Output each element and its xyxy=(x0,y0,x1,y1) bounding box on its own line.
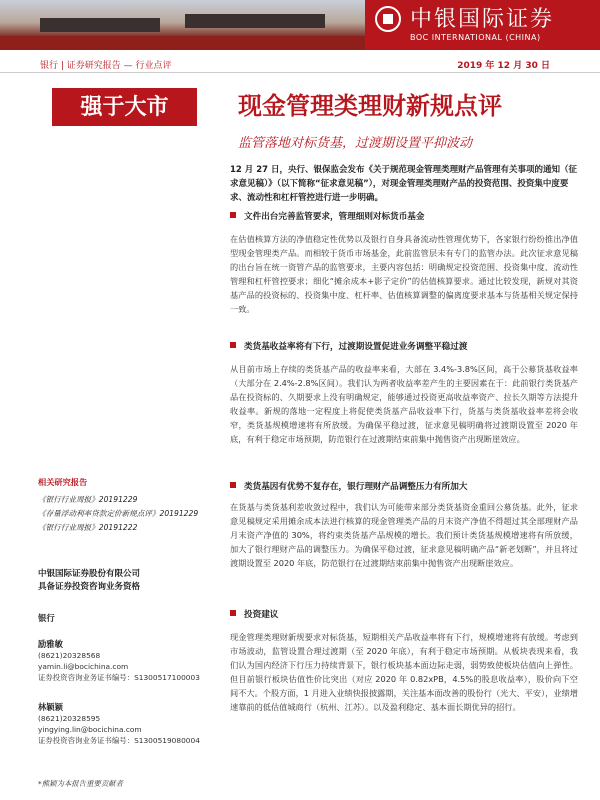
section-body: 从目前市场上存续的类货基产品的收益率来看，大部在 3.4%-3.8%区间，高于公募货基收益率（大部分在 2.4%-2.8%区间）。我们认为两者收益率差产生的主要因素在于：此前银行类货基产品在投资标的、久期要求上没有明确规定，能够通过投资更高收益率资产、拉长久期等方法提升收益率。新规的落地一定程度上将促使类货基产品收益率下行，货基与类货基收益率差将会收窄，类货基规模增速将有所放缓。为确保平稳过渡，征求意见稿明确将过渡期设置至 2020 年底，有利于稳定市场预期，防范银行在过渡期结束前集中抛售资产出现断崖效应。 xyxy=(230,364,578,444)
analyst-name: 励雅敏 xyxy=(38,639,63,649)
logo-en: BOC INTERNATIONAL (CHINA) xyxy=(410,33,541,42)
analyst-phone: (8621)20328568 xyxy=(38,651,101,660)
section-heading: 类货基因有优势不复存在，银行理财产品调整压力有所加大 xyxy=(230,480,467,492)
analyst-block xyxy=(38,612,218,746)
banner-roof xyxy=(185,14,325,28)
related-reports xyxy=(38,477,218,536)
section-body: 在货基与类货基利差收敛过程中，我们认为可能带来部分类货基资金重回公募货基。此外，征求意见稿规定采用摊余成本法进行核算的现金管理类产品的月末资产净值不得超过其全部理财产品月末资产净值的 30%，将约束类货基产品规模的增长。我们预计类货基规模增速将有所放缓，加大了银行理财产品的调整压力。为确保平稳过渡，征求意见稿明确产品“新老划断”，并且将过渡期设置至 2020 年底，防范银行在过渡期结束前集中抛售资产出现断崖效应。 xyxy=(230,502,578,568)
analyst-cert: 证券投资咨询业务证书编号：S1300517100003 xyxy=(38,673,200,682)
lead-paragraph: 12 月 27 日，央行、银保监会发布《关于规范现金管理类理财产品管理有关事项的通知（征求意见稿）》（以下简称“征求意见稿”），对现金管理类理财产品的投资范围、投资集中度要求、流动性和杠杆管控进行进一步明确。 xyxy=(230,165,578,203)
analyst-cert: 证券投资咨询业务证书编号：S1300519080004 xyxy=(38,736,200,745)
report-date: 2019 年 12 月 30 日 xyxy=(457,61,550,71)
related-item[interactable]: 《银行行业周报》20191229 xyxy=(38,495,138,504)
section-body: 在估值核算方法的净值稳定性优势以及银行自身具备流动性管理优势下，各家银行纷纷推出净值型现金管理类产品。而相较于货币市场基金，此前监管层未有专门的监管办法。此次征求意见稿的出台旨在统一资管产品的监管要求，主要内容包括：明确规定投资范围、投资集中度、流动性管理和杠杆管控要求；细化“摊余成本+影子定价”的估值核算要求。通过比较发现，新规对其资基产品的投资标的、投资集中度、杠杆率、估值核算调整的偏离度要求基本与货基相关规定保持一致。 xyxy=(230,234,578,314)
breadcrumb: 银行 | 证券研究报告 — 行业点评 xyxy=(40,61,172,71)
section-heading: 文件出台完善监管要求，管理细则对标货币基金 xyxy=(230,210,424,222)
section-heading: 投资建议 xyxy=(230,608,278,620)
related-item[interactable]: 《银行行业周报》20191222 xyxy=(38,523,138,532)
report-title: 现金管理类理财新规点评 xyxy=(238,91,502,120)
company-qualification: 具备证券投资咨询业务资格 xyxy=(38,582,141,592)
related-title: 相关研究报告 xyxy=(38,477,88,487)
analyst-phone: (8621)20328595 xyxy=(38,714,101,723)
report-subtitle: 监管落地对标货基，过渡期设置平抑波动 xyxy=(238,136,473,151)
company-name: 中银国际证券股份有限公司 xyxy=(38,569,141,579)
banner-wall xyxy=(0,36,420,50)
footnote: *熊颖为本报告重要贡献者 xyxy=(38,779,123,788)
bullet-square-icon xyxy=(230,482,236,488)
section-body: 现金管理类理财新规要求对标货基，短期相关产品收益率将有下行，规模增速将有放缓。考虑到市场波动，监管设置合理过渡期（至 2020 年底），有利于稳定市场预期。从板块表现来看，我们认为国内经济下行压力持续背景下，银行板块基本面边际走弱，弱势致使板块估值向上弹性。但目前银行板块估值性价比突出（对应 2020 年 0.82xPB，4.5%的股息收益率），股价向下空间不大。个股方面，1 月进入业绩快报披露期，关注基本面改善的股份行（光大、平安），业绩增速靠前的低估值城商行（杭州、江苏）。以及盈利稳定、基本面长期优异的招行。 xyxy=(230,632,578,712)
rating-badge: 强于大市 xyxy=(52,88,197,126)
sector-label: 银行 xyxy=(38,613,55,623)
header-banner xyxy=(0,0,600,50)
analyst-email[interactable]: yamin.li@bocichina.com xyxy=(38,662,129,671)
related-item[interactable]: 《存量浮动利率贷款定价新规点评》20191229 xyxy=(38,509,199,518)
bullet-square-icon xyxy=(230,342,236,348)
bullet-square-icon xyxy=(230,212,236,218)
logo-cn: 中银国际证券 xyxy=(410,7,555,32)
brand-logo xyxy=(365,0,600,50)
company-info xyxy=(38,568,218,594)
analyst-name: 林颖颖 xyxy=(38,702,63,712)
bullet-square-icon xyxy=(230,610,236,616)
section-heading: 类货基收益率将有下行，过渡期设置促进业务调整平稳过渡 xyxy=(230,340,467,352)
boc-logo-icon xyxy=(375,6,401,32)
banner-roof xyxy=(40,18,160,32)
header-bar xyxy=(0,56,600,73)
analyst-email[interactable]: yingying.lin@bocichina.com xyxy=(38,725,142,734)
